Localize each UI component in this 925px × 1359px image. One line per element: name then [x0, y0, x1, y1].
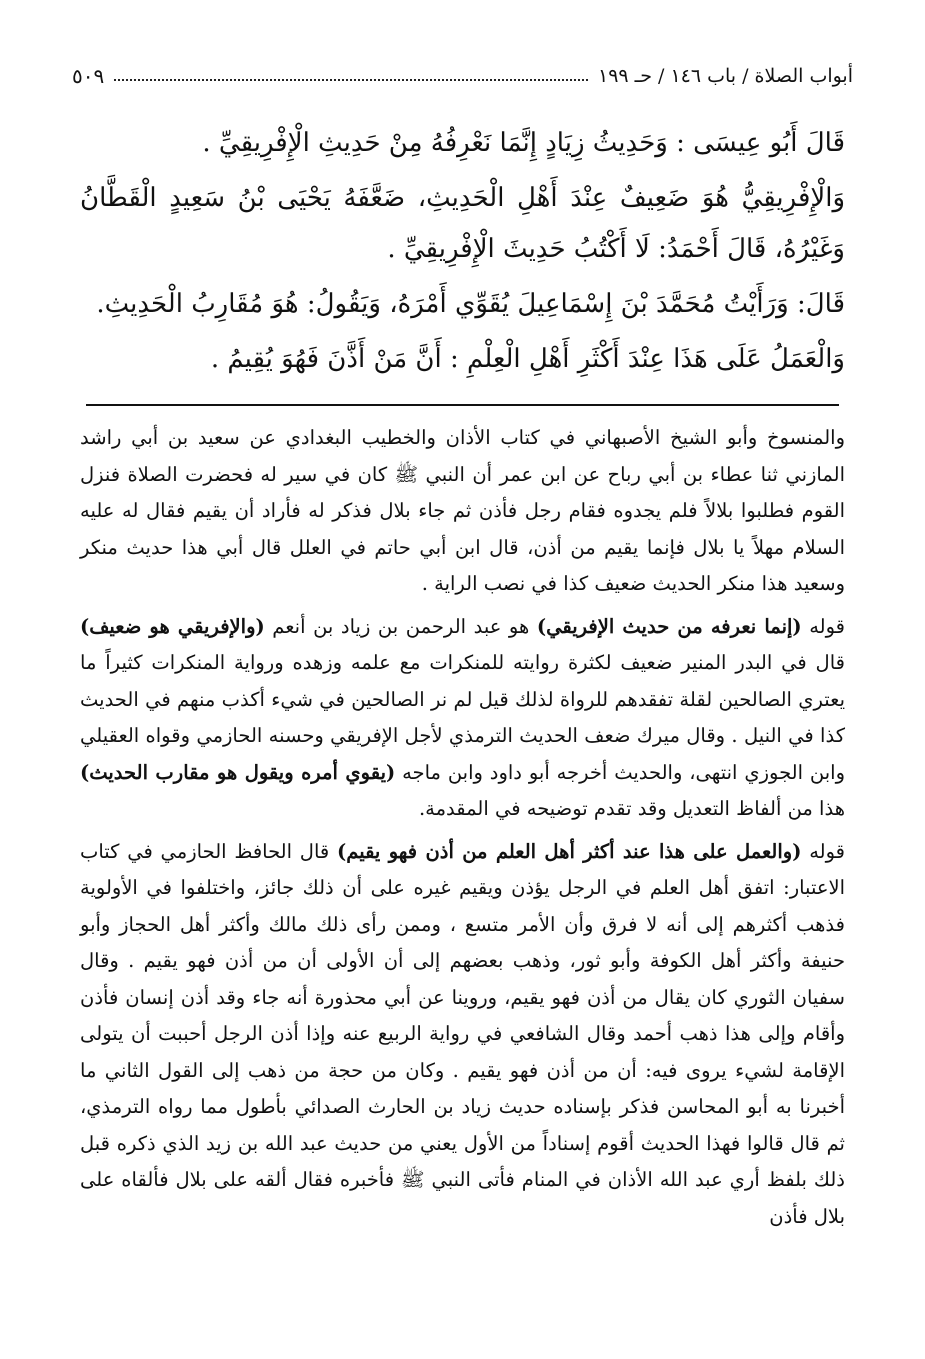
hadith-paragraph: قَالَ أَبُو عِيسَى : وَحَدِيثُ زِيَادٍ إِنَّمَا نَعْرِفُهُ مِنْ حَدِيثِ الْإِفْرِيقِيِّ . — [202, 128, 845, 158]
hadith-paragraph: قَالَ: وَرَأَيْتُ مُحَمَّدَ بْنَ إِسْمَاعِيلَ يُقَوِّي أَمْرَهُ، وَيَقُولُ: هُوَ مُقَارِبُ الْحَدِيثِ. — [96, 289, 845, 319]
quoted-phrase: (والعمل على هذا عند أكثر أهل العلم من أذن فهو يقيم) — [336, 839, 802, 863]
commentary-paragraph — [80, 609, 845, 828]
quoted-phrase: (والإفريقي هو ضعيف) — [80, 614, 265, 638]
chapter-title: أبواب الصلاة / باب ١٤٦ / حـ ١٩٩ — [597, 65, 853, 87]
page-number: ٥٠٩ — [72, 64, 105, 88]
hadith-paragraph: وَالْإِفْرِيقِيُّ هُوَ ضَعِيفٌ عِنْدَ أَهْلِ الْحَدِيثِ، ضَعَّفَهُ يَحْيَى بْنُ سَعِيدٍ الْقَطَّانُ وَغَيْرُهُ، قَالَ أَحْمَدُ: لَا أَكْتُبُ حَدِيثَ الْإِفْرِيقِيِّ . — [80, 183, 845, 264]
hadith-paragraph: وَالْعَمَلُ عَلَى هَذَا عِنْدَ أَكْثَرِ أَهْلِ الْعِلْمِ : أَنَّ مَنْ أَذَّنَ فَهُوَ يُقِيمُ . — [210, 344, 845, 374]
commentary-paragraph — [80, 834, 845, 1236]
running-header — [72, 58, 853, 94]
body-text: قال الحافظ الحازمي في كتاب الاعتبار: اتفق أهل العلم في الرجل يؤذن ويقيم غيره على أن ذلك جائز، واختلفوا في الأولوية فذهب أكثرهم إلى أنه لا فرق وأن الأمر متسع ، وممن رأى ذلك مالك وأكثر أهل الحجاز وأبو حنيفة وأكثر أهل الكوفة وأبو ثور، وذهب بعضهم إلى أن الأولى أن من أذن فهو يقيم . وقال سفيان الثوري كان يقال من أذن فهو يقيم، وروينا عن أبي محذورة أنه جاء وقد أذن إنسان فأذن وأقام وإلى هذا ذهب أحمد وقال الشافعي في رواية الربيع عنه وإذا أذن الرجل أحببت أن يتولى الإقامة لشيء يروى فيه: أن من أذن فهو يقيم . وكان من حجة من ذهب إلى القول الثاني ما أخبرنا به أبو المحاسن فذكر بإسناده حديث زياد بن الحارث الصدائي بأطول مما رواه الترمذي، ثم قال قالوا فهذا الحديث أقوم إسناداً من الأول يعني من حديث عبد الله بن زيد الذي ذكره قبل ذلك بلفظ أري عبد الله الأذان في المنام فأتى النبي ﷺ فأخبره فقال ألقه على بلال فألقاه على بلال فأذن — [80, 839, 845, 1228]
quoted-phrase: (يقوي أمره ويقول هو مقارب الحديث) — [80, 760, 396, 784]
dotted-leader — [114, 79, 588, 81]
lead-text: قوله — [801, 614, 845, 638]
body-text: هذا من ألفاظ التعديل وقد تقدم توضيحه في المقدمة. — [418, 797, 845, 820]
footnote-divider — [86, 404, 839, 406]
body-text: هو عبد الرحمن بن زياد بن أنعم — [264, 614, 537, 638]
commentary-paragraph: والمنسوخ وأبو الشيخ الأصبهاني في كتاب الأذان والخطيب البغدادي عن سعيد بن أبي راشد المازني ثنا عطاء بن أبي رباح عن ابن عمر أن النبي ﷺ كان في سير له فحضرت الصلاة فنزل القوم فطلبوا بلالاً فلم يجدوه فقام رجل فأذن ثم جاء بلال فذكر له فأراد أن يقيم فقال له عليه السلام مهلاً يا بلال فإنما يقيم من أذن، قال ابن أبي حاتم في العلل قال أبي هذا حديث منكر وسعيد هذا منكر الحديث ضعيف كذا في نصب الراية . — [80, 426, 845, 595]
body-text: قال في البدر المنير ضعيف لكثرة روايته للمنكرات مع علمه وزهده ورواية المنكرات كثيراً ما يعتري الصالحين لقلة تفقدهم للرواة لذلك قيل لم نر الصالحين في شيء أكذب منهم في الحديث كذا في النيل . وقال ميرك ضعف الحديث الترمذي لأجل الإفريقي وحسنه الحازمي وقواه العقيلي وابن الجوزي انتهى، والحديث أخرجه أبو داود وابن ماجه — [80, 651, 845, 784]
hadith-text — [80, 118, 845, 385]
commentary-text — [80, 420, 845, 1235]
lead-text: قوله — [801, 839, 845, 863]
quoted-phrase: (إنما نعرفه من حديث الإفريقي) — [536, 614, 802, 638]
